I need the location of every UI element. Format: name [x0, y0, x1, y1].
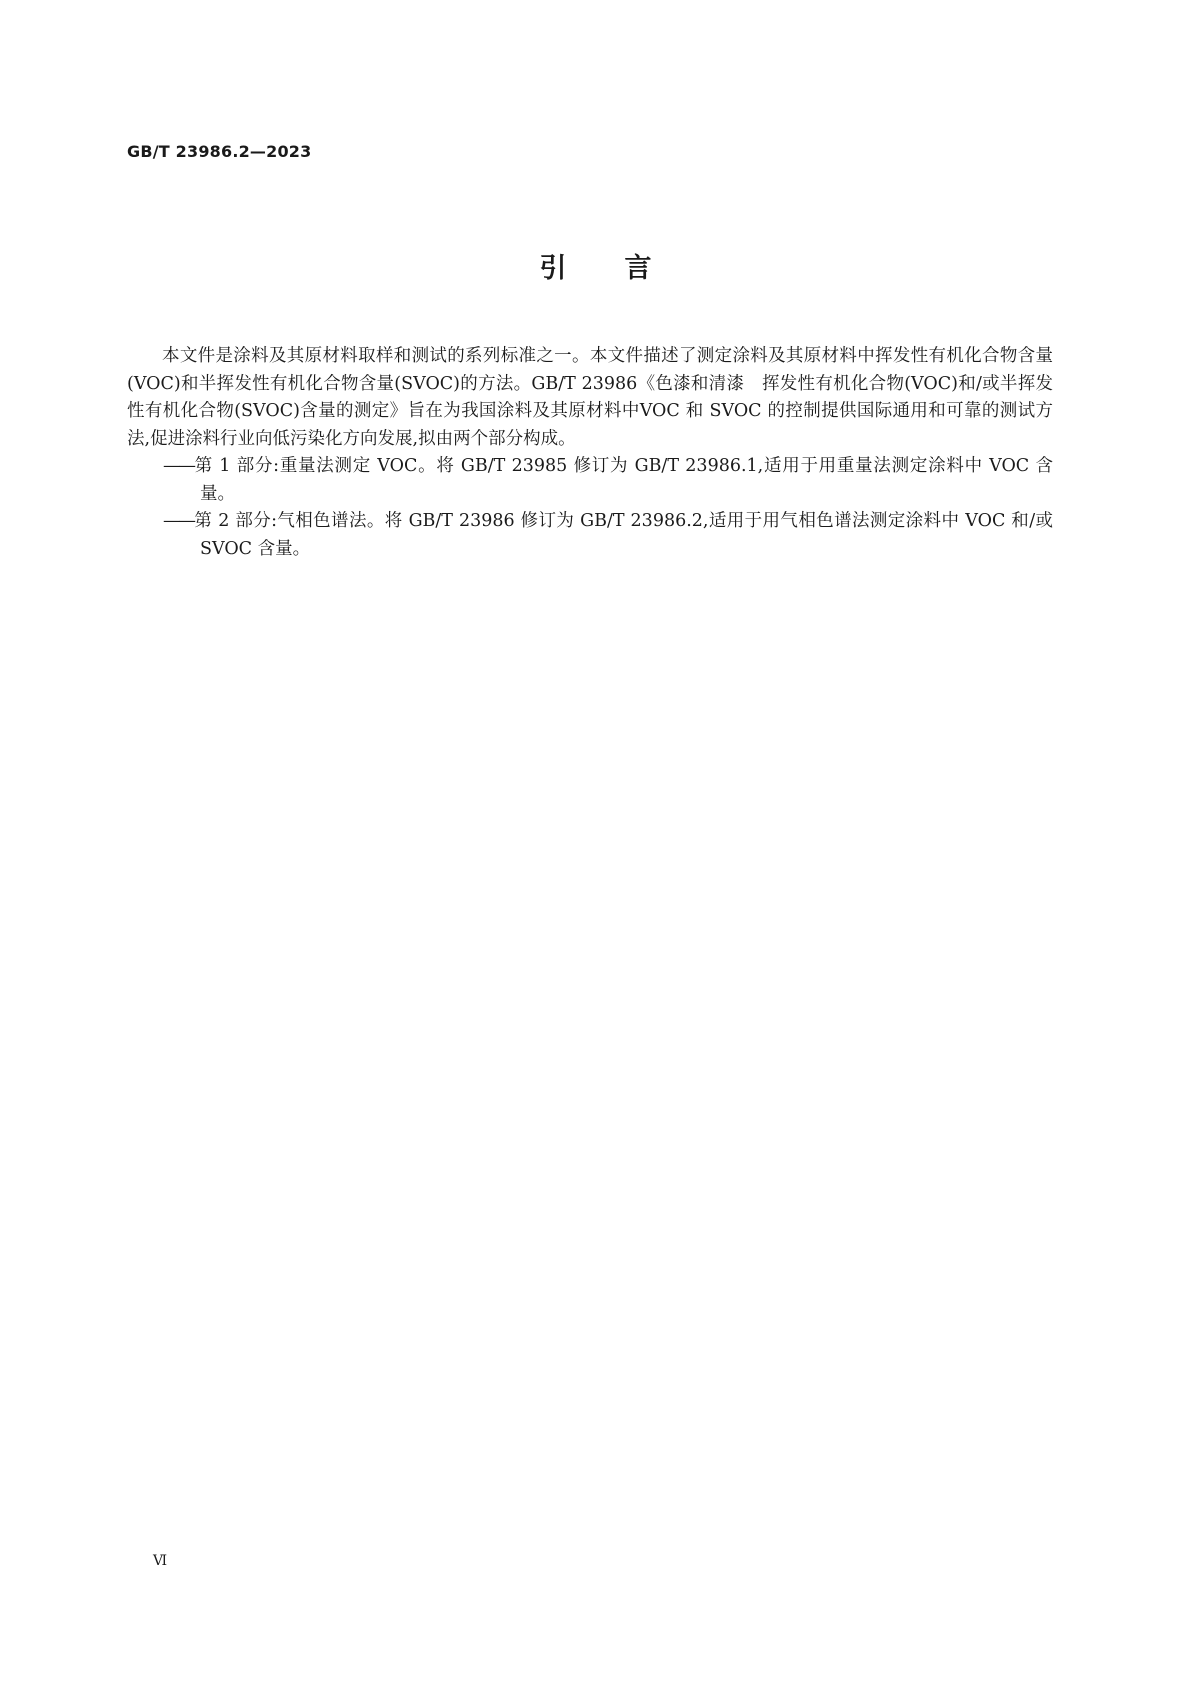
- list-item-part-1: [127, 453, 1053, 508]
- standard-number-header: GB/T 23986.2—2023: [127, 142, 312, 161]
- list-item-text: 第 2 部分:气相色谱法。将 GB/T 23986 修订为 GB/T 23986.2,适用于用气相色谱法测定涂料中 VOC 和/或 SVOC 含量。: [194, 511, 1053, 559]
- list-item-part-2: [127, 508, 1053, 563]
- list-dash: ——: [163, 456, 194, 476]
- page-number: Ⅵ: [153, 1553, 168, 1569]
- list-item-text: 第 1 部分:重量法测定 VOC。将 GB/T 23985 修订为 GB/T 23986.1,适用于用重量法测定涂料中 VOC 含量。: [194, 456, 1053, 504]
- page-title: 引言: [539, 253, 710, 284]
- intro-paragraph: 本文件是涂料及其原材料取样和测试的系列标准之一。本文件描述了测定涂料及其原材料中挥发性有机化合物含量(VOC)和半挥发性有机化合物含量(SVOC)的方法。GB/T 23986《色漆和清漆 挥发性有机化合物(VOC)和/或半挥发性有机化合物(SVOC)含量的测定》旨在为我国涂料及其原材料中VOC 和 SVOC 的控制提供国际通用和可靠的测试方法,促进涂料行业向低污染化方向发展,拟由两个部分构成。: [127, 346, 1053, 449]
- list-dash: ——: [163, 511, 194, 531]
- introduction-body: [127, 343, 1053, 563]
